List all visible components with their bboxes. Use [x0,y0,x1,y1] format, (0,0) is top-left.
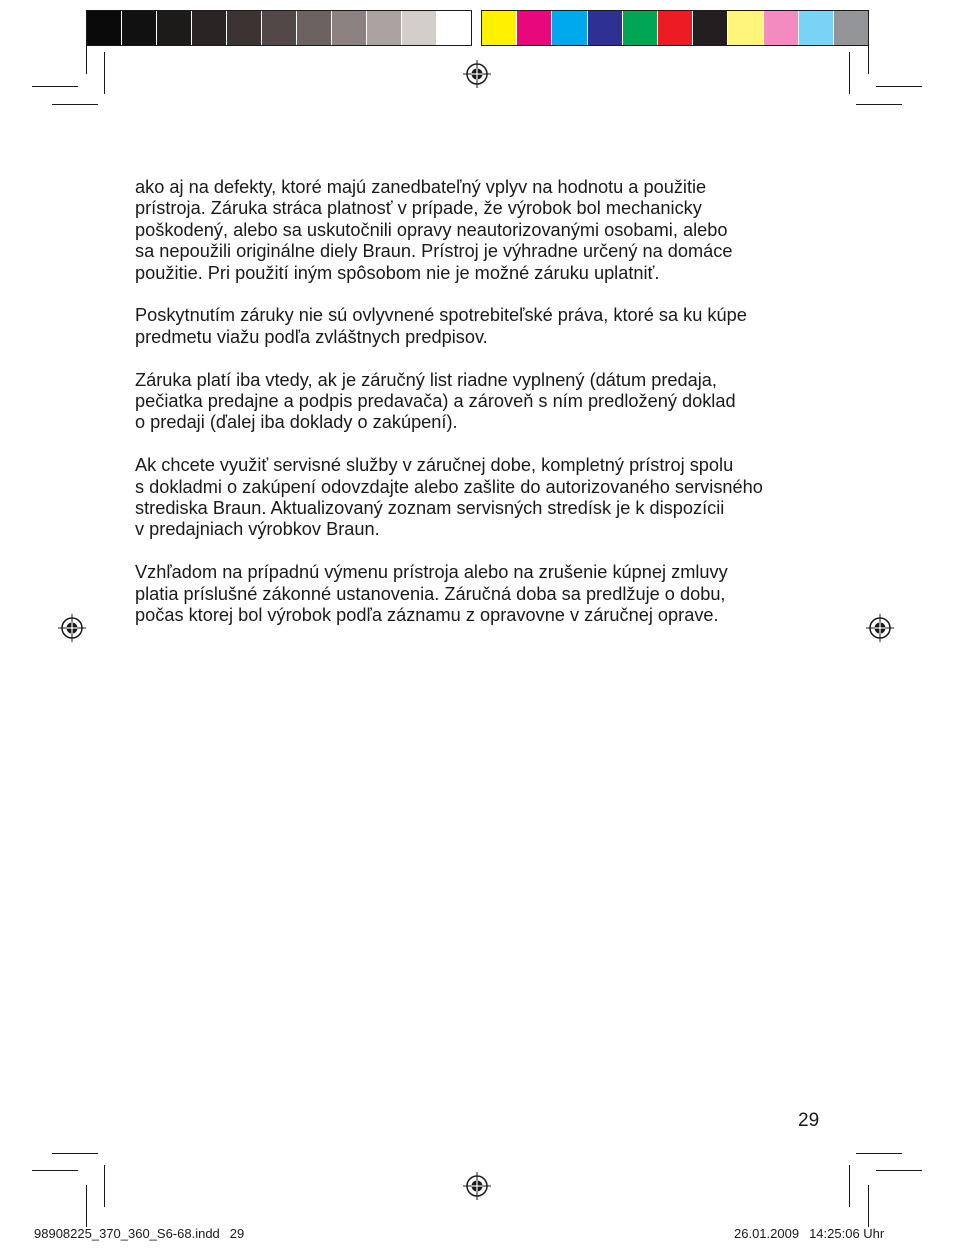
text-line: Poskytnutím záruky nie sú ovlyvnené spotrebiteľské práva, ktoré sa ku kúpe [135,305,747,326]
process-swatch [728,11,763,45]
gray-swatch [122,11,157,45]
process-swatch [658,11,693,45]
crop-mark [104,52,105,94]
text-line: poškodený, alebo sa uskutočnili opravy neautorizovanými osobami, alebo [135,219,728,240]
text-line: počas ktorej bol výrobok podľa záznamu z opravovne v záručnej oprave. [135,605,719,626]
gray-swatch [332,11,367,45]
paragraph [135,177,855,284]
text-line: s dokladmi o zakúpení odovzdajte alebo zašlite do autorizovaného servisného [135,476,763,497]
text-line: platia príslušné zákonné ustanovenia. Záručná doba sa predlžuje o dobu, [135,583,726,604]
crop-mark [86,1185,87,1227]
gray-swatch [227,11,262,45]
text-line: predmetu viažu podľa zvláštnych predpisov. [135,326,488,347]
crop-mark [86,32,87,74]
slug-time: 14:25:06 Uhr [809,1226,885,1241]
process-swatch [799,11,834,45]
crop-mark [32,86,78,87]
process-swatch [693,11,728,45]
gray-swatch [157,11,192,45]
page-number: 29 [798,1110,820,1131]
text-line: prístroja. Záruka stráca platnosť v prípade, že výrobok bol mechanicky [135,198,702,219]
process-swatch [764,11,799,45]
crop-mark [32,1170,78,1171]
paragraph [135,455,855,541]
text-line: strediska Braun. Aktualizovaný zoznam servisných stredísk je k dispozícii [135,498,725,519]
crop-mark [52,1153,98,1154]
process-swatch [834,11,868,45]
gray-swatch [262,11,297,45]
slug-date: 26.01.2009 [734,1226,800,1241]
text-line: sa nepoužili originálne diely Braun. Prístroj je výhradne určený na domáce [135,241,733,262]
process-swatch [552,11,587,45]
text-line: Ak chcete využiť servisné služby v záručnej dobe, kompletný prístroj spolu [135,455,734,476]
crop-mark [856,1153,902,1154]
crop-mark [876,1170,922,1171]
paragraph [135,370,855,434]
crop-mark [868,32,869,74]
gray-swatch [367,11,402,45]
grayscale-color-bar [86,10,472,46]
gray-swatch [402,11,437,45]
crop-mark [868,1185,869,1227]
gray-swatch [437,11,471,45]
crop-mark [52,104,98,105]
text-line: pečiatka predajne a podpis predavača) a zároveň s ním predložený doklad [135,391,736,412]
text-line: použitie. Pri použití iným spôsobom nie je možné záruku uplatniť. [135,262,660,283]
crop-mark [856,104,902,105]
text-line: Záruka platí iba vtedy, ak je záručný list riadne vyplnený (dátum predaja, [135,369,717,390]
process-swatch [588,11,623,45]
text-line: ako aj na defekty, ktoré majú zanedbateľný vplyv na hodnotu a použitie [135,177,707,197]
text-line: v predajniach výrobkov Braun. [135,519,380,540]
slug-file-info [34,1226,244,1242]
text-line: o predaji (ďalej iba doklady o zakúpení). [135,412,458,433]
slug-page: 29 [229,1226,245,1241]
process-swatch [517,11,552,45]
crop-mark [849,1165,850,1207]
slug-filename: 98908225_370_360_S6-68.indd [34,1226,220,1241]
registration-mark-icon [865,613,895,643]
text-line: Vzhľadom na prípadnú výmenu prístroja alebo na zrušenie kúpnej zmluvy [135,562,728,583]
registration-mark-icon [57,613,87,643]
gray-swatch [192,11,227,45]
registration-mark-icon [462,1171,492,1201]
paragraph [135,562,855,626]
crop-mark [849,52,850,94]
crop-mark [876,86,922,87]
warranty-text [135,177,855,648]
crop-mark [104,1165,105,1207]
registration-mark-icon [462,59,492,89]
process-swatch [623,11,658,45]
process-swatch [482,11,517,45]
process-color-bar [481,10,869,46]
gray-swatch [297,11,332,45]
slug-date-info [734,1226,884,1242]
gray-swatch [87,11,122,45]
paragraph [135,305,855,348]
